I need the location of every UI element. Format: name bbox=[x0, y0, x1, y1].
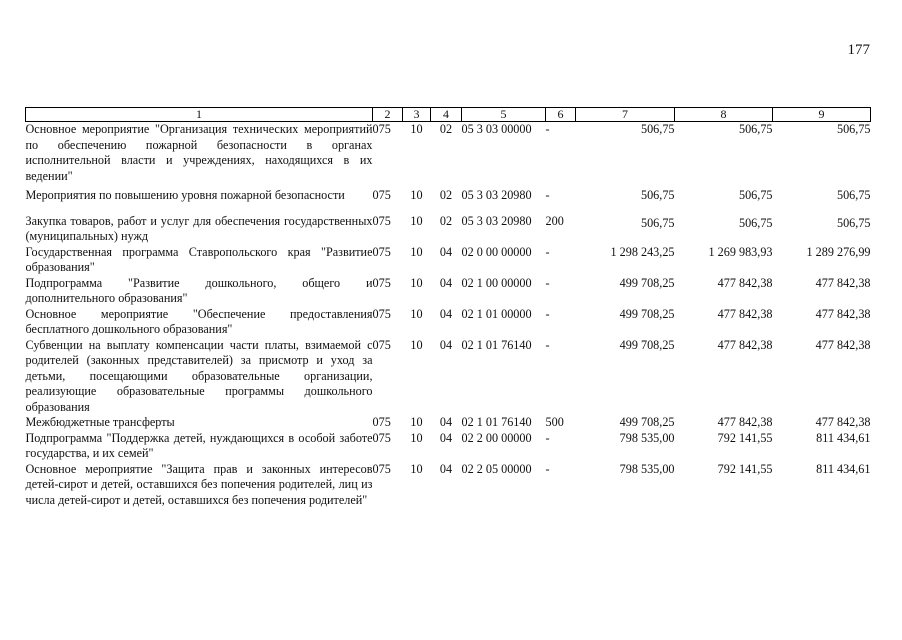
row-code-target: 05 3 03 00000 bbox=[461, 122, 532, 136]
row-value-col9: 1 289 276,99 bbox=[806, 244, 871, 259]
row-code-target: 02 1 00 00000 bbox=[461, 275, 532, 290]
row-code-ministry: 075 bbox=[372, 415, 391, 429]
row-value-col7: 499 708,25 bbox=[619, 306, 675, 321]
row-code-section: 10 bbox=[410, 337, 423, 352]
row-value-col7: 499 708,25 bbox=[619, 337, 675, 352]
table-row bbox=[26, 415, 871, 431]
row-name: Основное мероприятие "Организация технических мероприятий по обеспечению пожарной безопасности в органах исполнительной власти и учреждениях, находящихся в их ведении" bbox=[25, 122, 373, 183]
row-code-subsection: 02 bbox=[439, 122, 453, 136]
row-code-ministry: 075 bbox=[372, 244, 391, 259]
row-code-section: 10 bbox=[410, 430, 423, 445]
row-name: Подпрограмма "Развитие дошкольного, общего и дополнительного образования" bbox=[25, 275, 373, 305]
header-cell: 7 bbox=[576, 108, 675, 122]
row-name: Основное мероприятие "Защита прав и законных интересов детей-сирот и детей, оставшихся без попечения родителей, лиц из числа детей-сирот и детей, оставшихся без попечения родителей" bbox=[25, 461, 373, 507]
row-code-subsection: 02 bbox=[439, 213, 453, 228]
row-code-subsection: 04 bbox=[439, 415, 453, 429]
row-code-section: 10 bbox=[410, 415, 423, 429]
row-code-ministry: 075 bbox=[372, 430, 391, 445]
row-value-col7: 506,75 bbox=[640, 215, 675, 230]
row-code-expense-type: 500 bbox=[545, 415, 564, 429]
row-value-col9: 477 842,38 bbox=[815, 337, 871, 352]
row-value-col7: 798 535,00 bbox=[619, 461, 675, 476]
row-code-subsection: 04 bbox=[439, 430, 453, 445]
header-row bbox=[26, 108, 871, 122]
row-code-target: 02 1 01 00000 bbox=[461, 306, 532, 321]
row-value-col7: 499 708,25 bbox=[619, 415, 675, 429]
table-row bbox=[26, 462, 871, 509]
table-row bbox=[26, 214, 871, 245]
row-code-ministry: 075 bbox=[372, 275, 391, 290]
row-code-subsection: 04 bbox=[439, 275, 453, 290]
row-code-subsection: 04 bbox=[439, 461, 453, 476]
row-code-expense-type: - bbox=[545, 244, 550, 259]
row-code-subsection: 04 bbox=[439, 244, 453, 259]
row-code-expense-type: - bbox=[545, 461, 550, 476]
row-code-target: 02 2 05 00000 bbox=[461, 461, 532, 476]
row-value-col9: 506,75 bbox=[836, 215, 871, 230]
row-code-ministry: 075 bbox=[372, 188, 391, 202]
row-code-expense-type: 200 bbox=[545, 213, 564, 228]
row-name: Закупка товаров, работ и услуг для обеспечения государственных (муниципальных) нужд bbox=[25, 213, 373, 243]
row-code-section: 10 bbox=[410, 461, 423, 476]
row-value-col8: 506,75 bbox=[738, 122, 773, 136]
row-code-section: 10 bbox=[410, 275, 423, 290]
header-cell: 4 bbox=[431, 108, 462, 122]
row-value-col7: 798 535,00 bbox=[619, 430, 675, 445]
row-value-col9: 477 842,38 bbox=[815, 275, 871, 290]
row-code-section: 10 bbox=[410, 244, 423, 259]
row-code-expense-type: - bbox=[545, 122, 550, 136]
row-value-col9: 811 434,61 bbox=[816, 430, 871, 445]
row-name: Подпрограмма "Поддержка детей, нуждающихся в особой заботе государства, и их семей" bbox=[25, 430, 373, 460]
row-value-col9: 811 434,61 bbox=[816, 461, 871, 476]
row-value-col8: 1 269 983,93 bbox=[708, 244, 773, 259]
row-value-col9: 477 842,38 bbox=[815, 306, 871, 321]
row-value-col8: 477 842,38 bbox=[717, 306, 773, 321]
row-value-col9: 477 842,38 bbox=[815, 415, 871, 429]
row-code-subsection: 02 bbox=[439, 188, 453, 202]
row-code-target: 02 1 01 76140 bbox=[461, 415, 532, 429]
header-cell: 8 bbox=[675, 108, 773, 122]
row-code-ministry: 075 bbox=[372, 461, 391, 476]
table-row bbox=[26, 431, 871, 462]
table-row bbox=[26, 307, 871, 338]
row-value-col8: 506,75 bbox=[738, 215, 773, 230]
row-code-ministry: 075 bbox=[372, 306, 391, 321]
table-row bbox=[26, 245, 871, 276]
row-code-expense-type: - bbox=[545, 337, 550, 352]
row-code-ministry: 075 bbox=[372, 213, 391, 228]
row-code-section: 10 bbox=[410, 188, 423, 202]
row-code-target: 05 3 03 20980 bbox=[461, 213, 532, 228]
row-code-expense-type: - bbox=[545, 188, 550, 202]
table-row bbox=[26, 122, 871, 185]
row-code-ministry: 075 bbox=[372, 122, 391, 136]
row-name: Основное мероприятие "Обеспечение предоставления бесплатного дошкольного образования" bbox=[25, 306, 373, 336]
row-value-col8: 477 842,38 bbox=[717, 415, 773, 429]
row-value-col8: 792 141,55 bbox=[717, 430, 773, 445]
row-name: Государственная программа Ставропольского края "Развитие образования" bbox=[25, 244, 373, 274]
row-code-expense-type: - bbox=[545, 306, 550, 321]
row-value-col8: 506,75 bbox=[738, 188, 773, 202]
header-cell: 9 bbox=[773, 108, 871, 122]
row-name: Субвенции на выплату компенсации части платы, взимаемой с родителей (законных представителей) за присмотр и уход за детьми, посещающими образовательные организации, реализующие образовательные программы дошкольного образования bbox=[25, 337, 373, 414]
row-name: Мероприятия по повышению уровня пожарной безопасности bbox=[25, 188, 345, 202]
row-code-target: 02 0 00 00000 bbox=[461, 244, 532, 259]
header-cell: 1 bbox=[26, 108, 373, 122]
row-value-col7: 506,75 bbox=[640, 188, 675, 202]
row-value-col7: 1 298 243,25 bbox=[610, 244, 675, 259]
row-code-section: 10 bbox=[410, 122, 423, 136]
row-value-col7: 499 708,25 bbox=[619, 275, 675, 290]
row-code-expense-type: - bbox=[545, 275, 550, 290]
row-code-section: 10 bbox=[410, 213, 423, 228]
row-code-target: 05 3 03 20980 bbox=[461, 188, 532, 202]
row-code-section: 10 bbox=[410, 306, 423, 321]
table-row bbox=[26, 276, 871, 307]
row-value-col9: 506,75 bbox=[836, 122, 871, 136]
header-cell: 5 bbox=[462, 108, 546, 122]
row-code-subsection: 04 bbox=[439, 337, 453, 352]
row-value-col8: 477 842,38 bbox=[717, 275, 773, 290]
row-code-expense-type: - bbox=[545, 430, 550, 445]
table-row bbox=[26, 184, 871, 214]
budget-table bbox=[25, 107, 871, 508]
header-cell: 6 bbox=[546, 108, 576, 122]
row-value-col8: 792 141,55 bbox=[717, 461, 773, 476]
row-code-target: 02 2 00 00000 bbox=[461, 430, 532, 445]
header-cell: 2 bbox=[373, 108, 403, 122]
row-value-col9: 506,75 bbox=[836, 188, 871, 202]
row-value-col7: 506,75 bbox=[640, 122, 675, 136]
row-code-subsection: 04 bbox=[439, 306, 453, 321]
row-code-target: 02 1 01 76140 bbox=[461, 337, 532, 352]
row-value-col8: 477 842,38 bbox=[717, 337, 773, 352]
table-row bbox=[26, 338, 871, 416]
header-cell: 3 bbox=[403, 108, 431, 122]
row-name: Межбюджетные трансферты bbox=[25, 415, 175, 429]
row-code-ministry: 075 bbox=[372, 337, 391, 352]
page-number: 177 bbox=[847, 42, 870, 58]
